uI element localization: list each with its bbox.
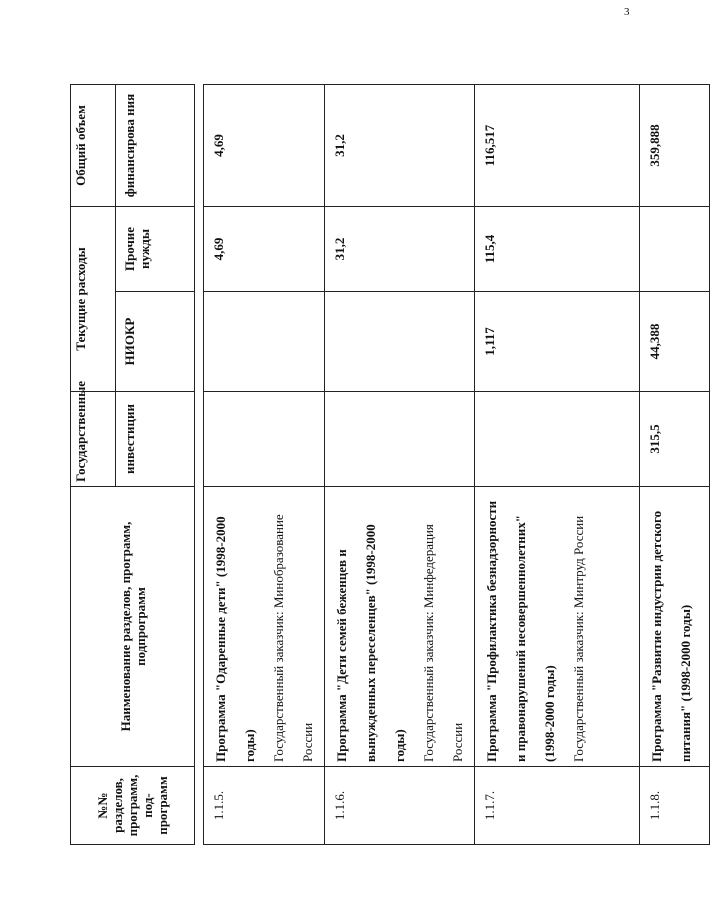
row-investments <box>325 392 475 487</box>
header-total-bottom: финансирова ния <box>116 85 195 207</box>
program-title: Программа "Дети семей беженцев и вынужденных переселенцев" (1998-2000 годы) <box>334 524 407 762</box>
row-name <box>204 487 325 767</box>
row-niokr: 1,117 <box>475 292 640 392</box>
row-other-needs: 4,69 <box>204 207 325 292</box>
row-name <box>325 487 475 767</box>
table-row <box>475 85 640 845</box>
row-other-needs: 31,2 <box>325 207 475 292</box>
row-other-needs <box>640 207 710 292</box>
table-row <box>640 85 710 845</box>
header-investments-bottom: инвестиции <box>116 392 195 487</box>
program-customer: Государственный заказчик: Минтруд России <box>571 515 586 762</box>
header-name: Наименование разделов, программ, подпрограмм <box>71 487 195 767</box>
header-investments-top: Государственные <box>71 392 116 487</box>
row-total: 4,69 <box>204 85 325 207</box>
table-row <box>325 85 475 845</box>
row-total: 359,888 <box>640 85 710 207</box>
header-total-top: Общий объем <box>71 85 116 207</box>
row-code: 1.1.8. <box>640 767 710 845</box>
row-total: 31,2 <box>325 85 475 207</box>
program-title: Программа "Развитие индустрии детского питания" (1998-2000 годы) <box>649 510 693 762</box>
financing-table <box>70 84 710 845</box>
page-number: 3 <box>624 6 630 18</box>
row-code: 1.1.7. <box>475 767 640 845</box>
row-niokr <box>204 292 325 392</box>
table-row <box>204 85 325 845</box>
program-title: Программа "Профилактика безнадзорности и правонарушений несовершеннолетних" (1998-2000 годы) <box>484 500 557 762</box>
rotated-table-stage <box>70 85 693 845</box>
header-other-needs: Прочие нужды <box>116 207 195 292</box>
row-investments <box>204 392 325 487</box>
row-investments <box>475 392 640 487</box>
row-code: 1.1.6. <box>325 767 475 845</box>
header-current-expenses: Текущие расходы <box>71 207 116 392</box>
header-spacer <box>195 85 204 845</box>
row-other-needs: 115,4 <box>475 207 640 292</box>
header-code: №№ разделов, программ, под-программ <box>71 767 195 845</box>
program-customer: Государственный заказчик: Минфедерация России <box>421 524 465 762</box>
row-total: 116,517 <box>475 85 640 207</box>
program-title: Программа "Одаренные дети" (1998-2000 годы) <box>213 516 257 762</box>
row-investments: 315,5 <box>640 392 710 487</box>
row-name <box>475 487 640 767</box>
row-name <box>640 487 710 767</box>
row-code: 1.1.5. <box>204 767 325 845</box>
row-niokr <box>325 292 475 392</box>
program-customer: Государственный заказчик: Минобразование России <box>271 514 315 762</box>
header-niokr: НИОКР <box>116 292 195 392</box>
row-niokr: 44,388 <box>640 292 710 392</box>
